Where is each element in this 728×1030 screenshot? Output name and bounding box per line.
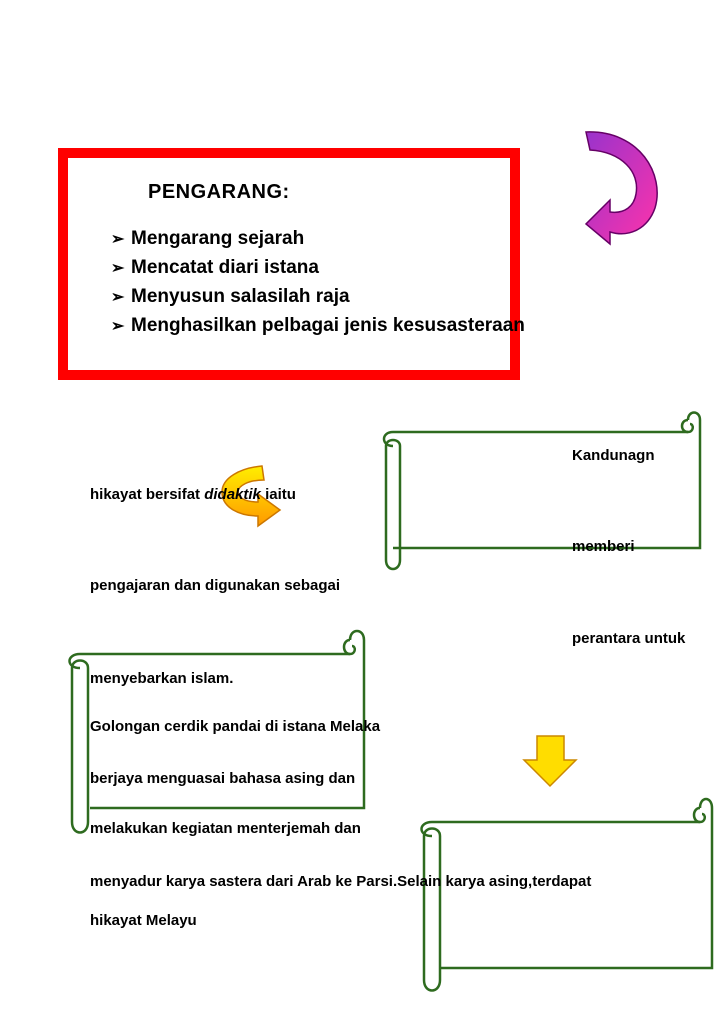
body-line-5: berjaya menguasai bahasa asing dan [90, 770, 356, 787]
arrowhead-bullet-icon: ➢ [111, 289, 125, 306]
bullet-label: Menyusun salasilah raja [131, 286, 350, 307]
body-line-1-b: iaitu [260, 486, 296, 503]
arrowhead-bullet-icon: ➢ [111, 231, 125, 248]
body-line-8: hikayat Melayu [90, 912, 197, 929]
arrowhead-bullet-icon: ➢ [111, 318, 125, 335]
body-line-6: melakukan kegiatan menterjemah dan [90, 820, 361, 837]
pengarang-heading: PENGARANG: [148, 181, 290, 203]
curved-arrow-magenta-icon [586, 132, 657, 244]
body-line-1 [90, 486, 296, 503]
arrowhead-bullet-icon: ➢ [111, 260, 125, 277]
body-line-2: pengajaran dan digunakan sebagai [90, 577, 341, 594]
bullet-label: Menghasilkan pelbagai jenis kesusasteraan [131, 315, 525, 336]
scroll-shape-icon [384, 413, 700, 570]
body-line-4: Golongan cerdik pandai di istana Melaka [90, 718, 381, 735]
scroll-text-kandungan: Kandunagn [572, 447, 655, 464]
body-line-1-a: hikayat bersifat [90, 486, 205, 503]
scroll-text-memberi: memberi [572, 538, 635, 555]
body-line-1-italic: didaktik [204, 486, 261, 503]
bullet-label: Mencatat diari istana [131, 257, 319, 278]
body-line-3: menyebarkan islam. [90, 670, 234, 687]
down-arrow-yellow-icon [524, 736, 576, 786]
body-line-7: menyadur karya sastera dari Arab ke Parsi.Selain karya asing,terdapat [90, 873, 592, 890]
scroll-text-perantara: perantara untuk [572, 630, 686, 647]
scroll-shape-icon [422, 799, 713, 991]
bullet-label: Mengarang sejarah [131, 228, 305, 249]
